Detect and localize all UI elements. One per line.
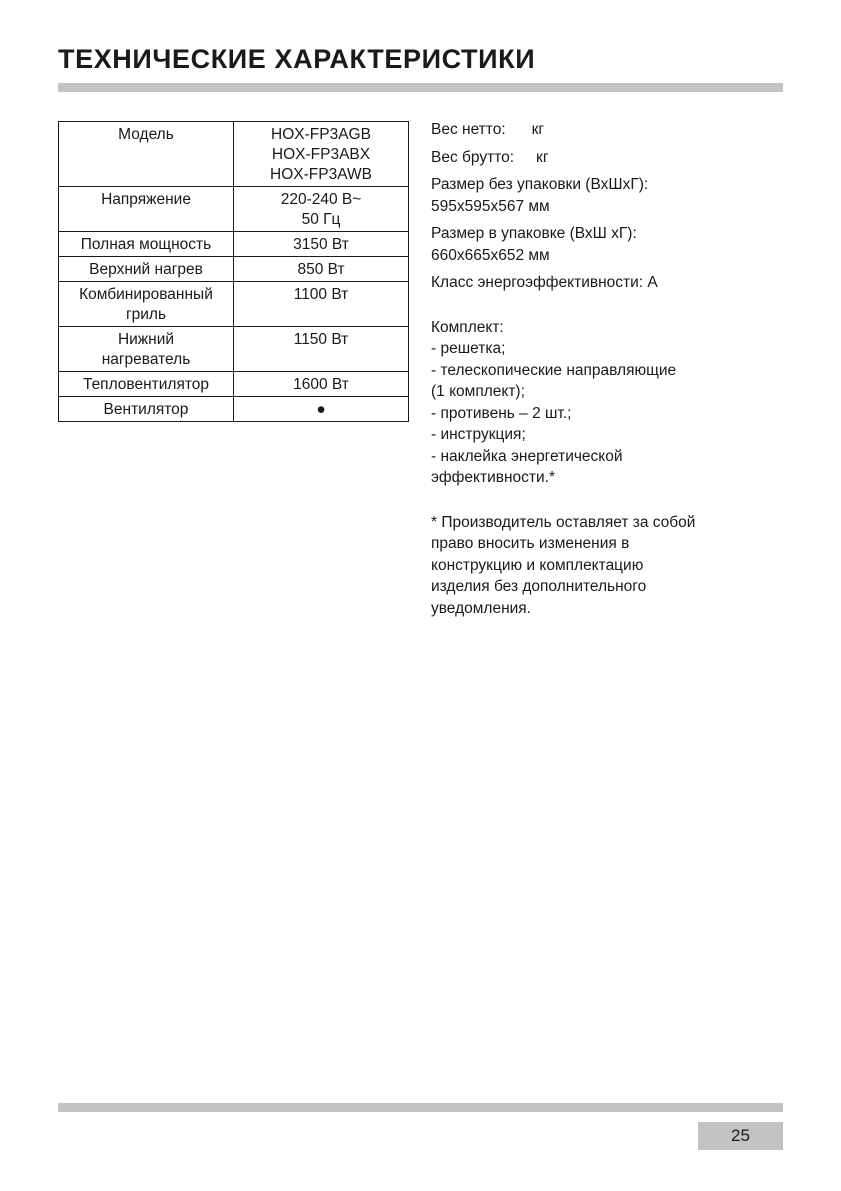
spec-param: Полная мощность (59, 232, 234, 257)
table-row (59, 327, 409, 372)
table-row (59, 282, 409, 327)
net-weight-line (431, 119, 771, 141)
list-item: эффективности.* (431, 469, 556, 486)
spec-table (58, 121, 409, 422)
note-line: * Производитель оставляет за собой (431, 513, 696, 531)
spec-param: Вентилятор (59, 397, 234, 422)
spec-value: HOX-FP3AGB HOX-FP3ABX HOX-FP3AWB (234, 122, 409, 187)
page-title: ТЕХНИЧЕСКИЕ ХАРАКТЕРИСТИКИ (58, 44, 536, 74)
product-info (431, 119, 771, 619)
list-item: - телескопические направляющие (431, 361, 677, 379)
spec-value: 220-240 В~ 50 Гц (234, 187, 409, 232)
spec-param: Верхний нагрев (59, 257, 234, 282)
table-row (59, 122, 409, 187)
spec-value: 3150 Вт (234, 232, 409, 257)
spec-param: Нижний нагреватель (59, 327, 234, 372)
note-line: конструкцию и комплектацию (431, 556, 644, 574)
note-line: уведомления. (431, 599, 531, 617)
fan-bullet-icon: ● (234, 397, 409, 422)
gross-weight-label: Вес брутто: (431, 148, 515, 166)
table-row (59, 257, 409, 282)
spec-value: 1100 Вт (234, 282, 409, 327)
spec-value: 850 Вт (234, 257, 409, 282)
net-weight-unit: кг (531, 121, 545, 138)
note-line: право вносить изменения в (431, 535, 630, 552)
spec-param: Комбинированный гриль (59, 282, 234, 327)
note-line: изделия без дополнительного (431, 578, 647, 595)
spec-param: Модель (59, 122, 234, 187)
footer-divider (58, 1103, 783, 1112)
size-packed-label: Размер в упаковке (ВхШ хГ): (431, 225, 637, 242)
size-packed-value: 660х665х652 мм (431, 246, 550, 264)
list-item: - противень – 2 шт.; (431, 404, 572, 422)
net-weight-label: Вес нетто: (431, 121, 506, 138)
table-row (59, 187, 409, 232)
spec-param: Тепловентилятор (59, 372, 234, 397)
gross-weight-line (431, 147, 771, 169)
energy-class: Класс энергоэффективности: А (431, 274, 658, 291)
table-row (59, 372, 409, 397)
size-unpacked-label: Размер без упаковки (ВхШхГ): (431, 176, 649, 193)
list-item: - инструкция; (431, 426, 526, 443)
gross-weight-unit: кг (536, 148, 549, 166)
size-unpacked-value: 595х595х567 мм (431, 197, 550, 215)
table-row (59, 397, 409, 422)
table-row (59, 232, 409, 257)
list-item: (1 комплект); (431, 383, 525, 400)
list-item: - наклейка энергетической (431, 447, 623, 465)
spec-param: Напряжение (59, 187, 234, 232)
kit-title: Комплект: (431, 318, 504, 336)
header-divider (58, 83, 783, 92)
list-item: - решетка; (431, 340, 506, 357)
spec-value: 1150 Вт (234, 327, 409, 372)
page-number: 25 (698, 1122, 783, 1150)
spec-value: 1600 Вт (234, 372, 409, 397)
